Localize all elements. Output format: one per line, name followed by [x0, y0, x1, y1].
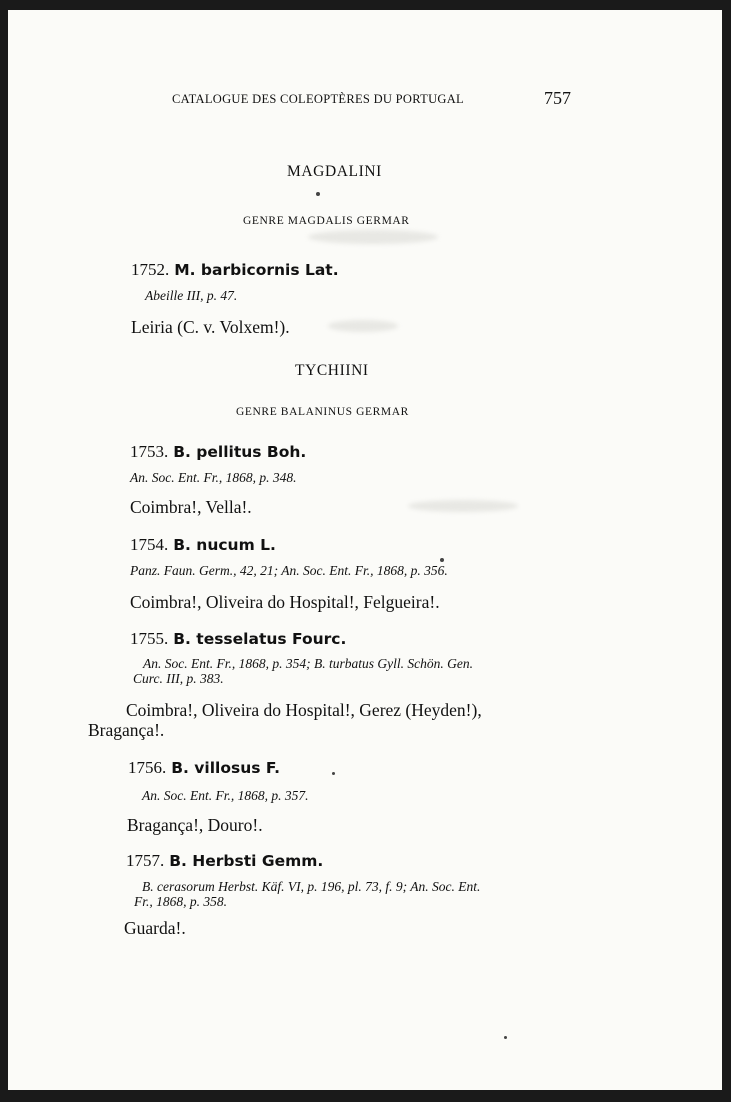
ink-speck — [504, 1036, 507, 1039]
species-entry — [130, 629, 346, 649]
bibliographic-reference: B. cerasorum Herbst. Käf. VI, p. 196, pl. 73, f. 9; An. Soc. Ent. Fr., 1868, p. 358. — [134, 879, 481, 909]
species-entry — [126, 851, 323, 871]
entry-number: 1754. — [130, 535, 169, 554]
localities: Leiria (C. v. Volxem!). — [131, 317, 290, 337]
bibliographic-reference: An. Soc. Ent. Fr., 1868, p. 357. — [142, 788, 309, 803]
localities: Coimbra!, Vella!. — [130, 497, 252, 517]
bibliographic-reference: An. Soc. Ent. Fr., 1868, p. 348. — [130, 470, 297, 485]
bibliographic-reference: An. Soc. Ent. Fr., 1868, p. 354; B. turbatus Gyll. Schön. Gen. Curc. III, p. 383. — [133, 656, 473, 686]
tribe-heading: MAGDALINI — [287, 163, 382, 180]
species-name: M. barbicornis Lat. — [174, 261, 339, 279]
localities: Bragança!, Douro!. — [127, 815, 263, 835]
page-number: 757 — [544, 88, 571, 108]
species-entry — [130, 442, 306, 462]
ink-speck — [440, 558, 444, 562]
species-name: B. Herbsti Gemm. — [169, 852, 324, 870]
localities: Guarda!. — [124, 918, 186, 938]
bibliographic-reference: Panz. Faun. Germ., 42, 21; An. Soc. Ent. Fr., 1868, p. 356. — [130, 563, 448, 578]
species-entry — [131, 260, 339, 280]
genus-heading: GENRE MAGDALIS GERMAR — [243, 215, 410, 227]
entry-number: 1752. — [131, 260, 170, 279]
species-name: B. pellitus Boh. — [173, 443, 307, 461]
entry-number: 1756. — [128, 758, 167, 777]
scan-smudge — [408, 500, 518, 512]
tribe-heading: TYCHIINI — [295, 362, 369, 379]
document-page — [8, 10, 722, 1090]
scan-smudge — [328, 320, 398, 332]
entry-number: 1757. — [126, 851, 165, 870]
scan-smudge — [308, 230, 438, 244]
running-title: CATALOGUE DES COLEOPTÈRES DU PORTUGAL — [172, 92, 464, 106]
entry-number: 1753. — [130, 442, 169, 461]
localities: Coimbra!, Oliveira do Hospital!, Felgueira!. — [130, 592, 440, 612]
ink-speck — [332, 772, 335, 775]
species-entry — [128, 758, 280, 778]
genus-heading: GENRE BALANINUS GERMAR — [236, 406, 409, 418]
species-name: B. villosus F. — [171, 759, 281, 777]
localities: Coimbra!, Oliveira do Hospital!, Gerez (Heyden!), Bragança!. — [88, 700, 482, 740]
bibliographic-reference: Abeille III, p. 47. — [145, 288, 238, 303]
species-name: B. tesselatus Fourc. — [173, 630, 347, 648]
ink-speck — [316, 192, 320, 196]
species-name: B. nucum L. — [173, 536, 276, 554]
entry-number: 1755. — [130, 629, 169, 648]
species-entry — [130, 535, 276, 555]
